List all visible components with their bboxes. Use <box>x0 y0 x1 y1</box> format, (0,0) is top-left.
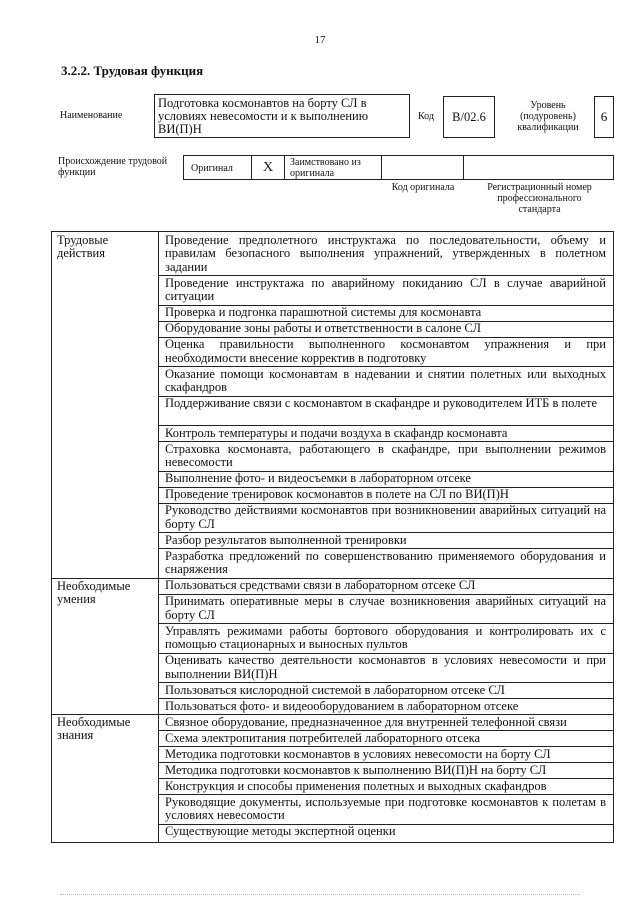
section-title: 3.2.2. Трудовая функция <box>61 63 204 78</box>
table-row: Проверка и подгонка парашютной системы для космонавта <box>165 305 482 319</box>
table-row: Управлять режимами работы бортового оборудования и контролировать их с помощью стационарных и выносных пультов <box>165 623 606 651</box>
table-row: Пользоваться фото- и видеооборудованием в лабораторном отсеке <box>165 698 519 713</box>
table-row: Связное оборудование, предназначенное для внутренней телефонной связи <box>165 714 567 729</box>
original-label: Оригинал <box>184 156 252 179</box>
group-label: Трудовые действия <box>57 233 109 260</box>
table-row: Оказание помощи космонавтам в надевании и снятии полетных или выходных скафандров <box>165 366 606 394</box>
table-row: Руководящие документы, используемые при подготовке космонавтов к полетам в условиях невесомости <box>165 794 606 822</box>
function-name: Подготовка космонавтов на борту СЛ в условиях невесомости и к выполнению ВИ(П)Н <box>154 94 410 138</box>
kod-value: В/02.6 <box>443 96 495 138</box>
table-row: Проведение тренировок космонавтов в полете на СЛ по ВИ(П)Н <box>165 487 509 501</box>
table-row: Существующие методы экспертной оценки <box>165 824 396 838</box>
table-row: Контроль температуры и подачи воздуха в скафандр космонавта <box>165 425 508 440</box>
naimenovanie-label: Наименование <box>60 110 123 121</box>
table-row: Оборудование зоны работы и ответственности в салоне СЛ <box>165 321 481 335</box>
group-label: Необходимые знания <box>57 715 131 742</box>
page-number: 17 <box>314 34 326 46</box>
table-row: Разбор результатов выполненной тренировки <box>165 532 407 547</box>
table-row: Схема электропитания потребителей лабораторного отсека <box>165 730 481 745</box>
reg-number-cell <box>464 156 613 179</box>
table-row: Методика подготовки космонавтов в условиях невесомости на борту СЛ <box>165 746 551 761</box>
uroven-value: 6 <box>594 96 614 138</box>
origin-label: Происхождение трудовой функции <box>58 156 168 178</box>
table-row: Поддерживание связи с космонавтом в скафандре и руководителем ИТБ в полете <box>165 396 598 410</box>
kod-label: Код <box>418 111 434 122</box>
table-row: Конструкция и способы применения полетных и выходных скафандров <box>165 778 547 793</box>
origin-table <box>183 155 614 180</box>
column-divider <box>158 232 159 842</box>
kod-originala-cell <box>382 156 464 179</box>
table-row: Проведение инструктажа по аварийному покиданию СЛ в случае аварийной ситуации <box>165 275 606 303</box>
original-mark: X <box>252 156 285 179</box>
reg-number-label: Регистрационный номер профессионального стандарта <box>487 182 592 215</box>
table-row: Руководство действиями космонавтов при возникновении аварийных ситуаций на борту СЛ <box>165 503 606 531</box>
table-row: Проведение предполетного инструктажа по последовательности, объему и правилам безопасного выполнения упражнений, утвержденных в полетном задании <box>165 232 606 274</box>
table-row: Пользоваться средствами связи в лабораторном отсеке СЛ <box>165 578 476 592</box>
uroven-label: Уровень (подуровень) квалификации <box>517 100 579 133</box>
table-row: Разработка предложений по совершенствованию применяемого оборудования и снаряжения <box>165 548 606 576</box>
main-table <box>51 231 614 843</box>
table-row: Страховка космонавта, работающего в скафандре, при выполнении режимов невесомости <box>165 441 606 469</box>
footer-line <box>60 894 580 895</box>
table-row: Оценка правильности выполненного космонавтом упражнения и при необходимости внесение корректив в подготовку <box>165 337 606 365</box>
table-row: Принимать оперативные меры в случае возникновения аварийных ситуаций на борту СЛ <box>165 594 606 622</box>
table-row: Пользоваться кислородной системой в лабораторном отсеке СЛ <box>165 682 505 697</box>
table-row: Оценивать качество деятельности космонавтов в условиях невесомости и при выполнении ВИ(П)Н <box>165 653 606 681</box>
borrowed-label: Заимствовано из оригинала <box>285 156 382 179</box>
group-label: Необходимые умения <box>57 578 131 606</box>
table-row: Выполнение фото- и видеосъемки в лабораторном отсеке <box>165 471 471 485</box>
kod-originala-label: Код оригинала <box>391 182 455 193</box>
table-row: Методика подготовки космонавтов к выполнению ВИ(П)Н на борту СЛ <box>165 762 547 777</box>
